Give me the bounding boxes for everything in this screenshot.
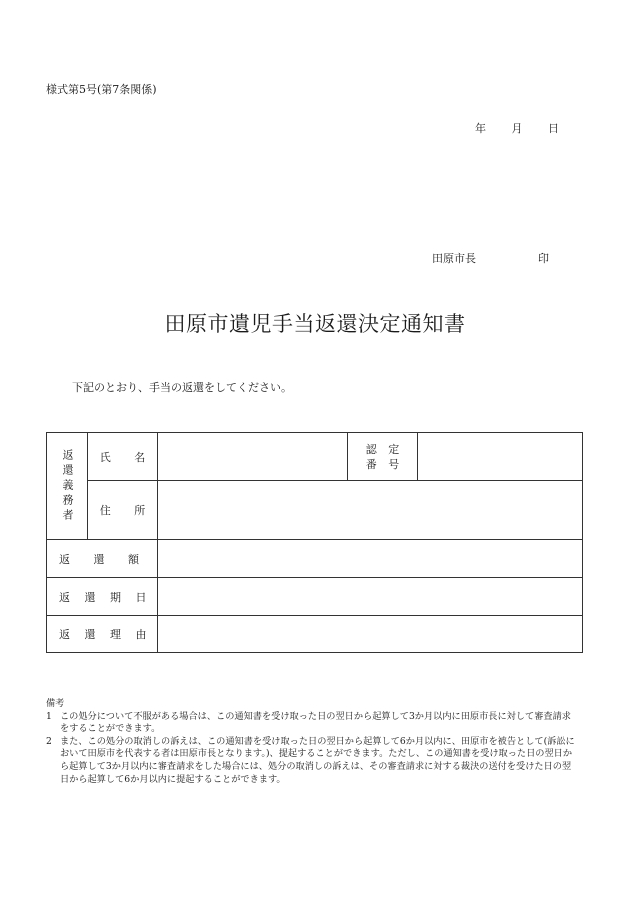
reason-label: 返 還 理 由 (59, 628, 147, 641)
name-label-cell (88, 433, 157, 480)
reason-value-cell[interactable] (158, 616, 582, 652)
cert-value-cell[interactable] (418, 433, 582, 480)
name-label: 氏 名 (99, 450, 146, 464)
seal-mark: 印 (538, 252, 549, 265)
obligor-label: 返還義務者 (61, 448, 74, 524)
cert-label-line1: 認 定 (365, 442, 400, 456)
address-value-cell[interactable] (158, 481, 582, 539)
name-value-cell[interactable] (158, 433, 347, 480)
address-label: 住 所 (99, 504, 146, 517)
note-item (46, 711, 576, 736)
date-line: 年 月 日 (475, 122, 559, 135)
amount-value-cell[interactable] (158, 540, 582, 577)
cert-label-line2: 番 号 (365, 457, 400, 471)
note-item (46, 736, 576, 786)
note-text: この処分について不服がある場合は、この通知書を受け取った日の翌日から起算して3か月以内に田原市長に対して審査請求をすることができます。 (60, 710, 571, 735)
repayment-table (46, 432, 583, 653)
notes-section (46, 698, 576, 786)
note-text: また、この処分の取消しの訴えは、この通知書を受け取った日の翌日から起算して6か月以内に、田原市を被告として(訴訟において田原市を代表する者は田原市長となります。)、提起することができます。ただし、この通知書を受け取った日の翌日から起算して3か月以内に審査請求をした場合には、処分の取消しの訴えは、その審査請求に対する裁決の送付を受けた日の翌日から起算して6か月以内に提起することができます。 (60, 735, 575, 785)
intro-text: 下記のとおり、手当の返還をしてください。 (72, 381, 292, 394)
form-number: 様式第5号(第7条関係) (46, 83, 157, 96)
document-title: 田原市遺児手当返還決定通知書 (164, 312, 466, 336)
amount-label-cell (47, 540, 157, 577)
amount-label: 返 還 額 (59, 552, 139, 566)
address-label-cell (88, 481, 157, 539)
due-date-label: 返 還 期 日 (59, 590, 147, 604)
note-number: 1 (46, 710, 52, 722)
notes-heading: 備考 (46, 698, 65, 709)
due-date-label-cell (47, 578, 157, 615)
reason-label-cell (47, 616, 157, 652)
obligor-group-cell (47, 433, 87, 539)
issuer-name: 田原市長 (432, 252, 476, 265)
cert-label-cell (348, 433, 417, 480)
note-number: 2 (46, 735, 52, 747)
due-date-value-cell[interactable] (158, 578, 582, 615)
